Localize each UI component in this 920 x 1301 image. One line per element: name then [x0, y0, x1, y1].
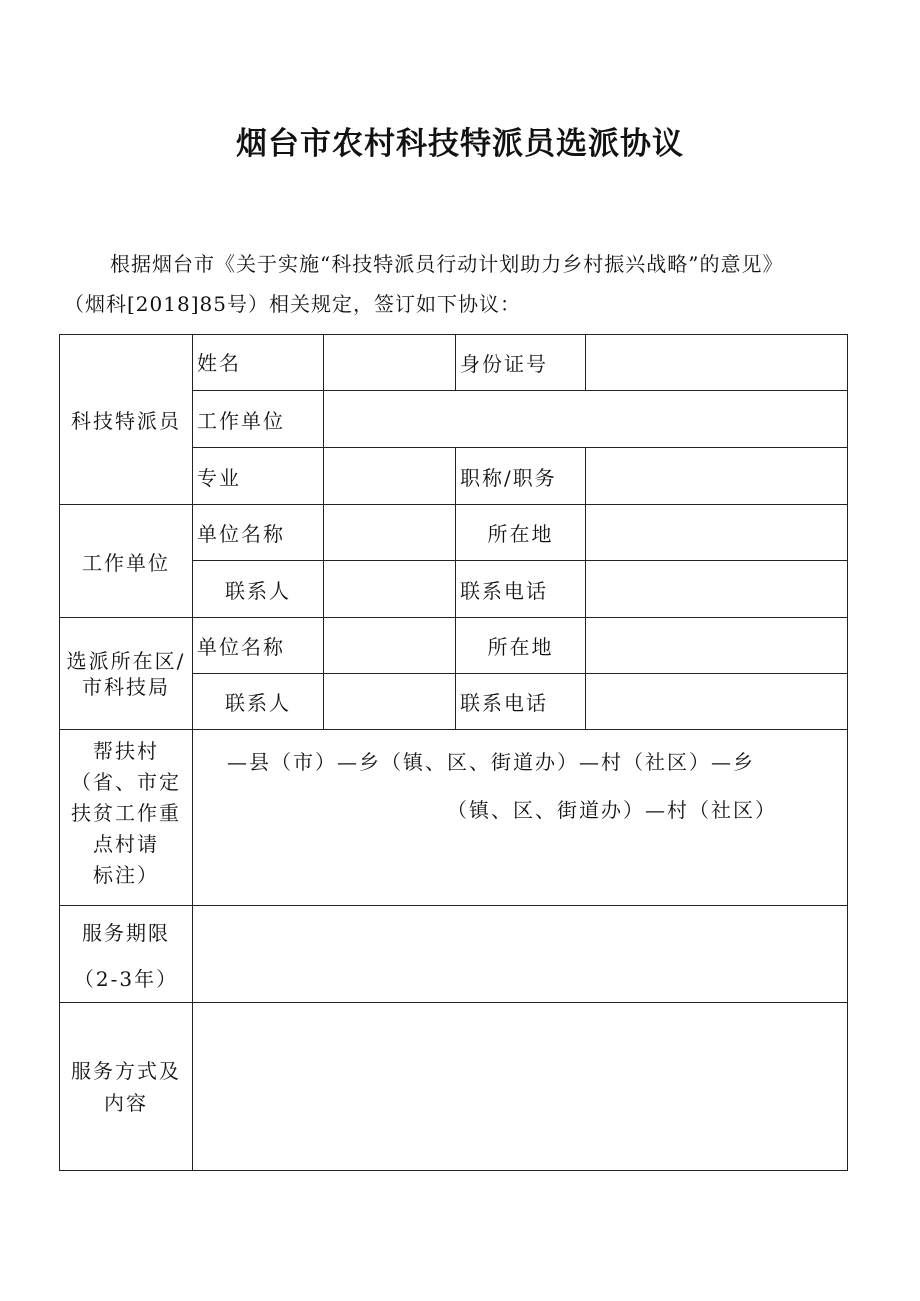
- intro-text-1: 根据烟台市《关于实施“科技特派员行动计划助力乡村振兴战略”的意见》: [110, 252, 784, 276]
- district-unit-name-field[interactable]: [324, 618, 456, 674]
- village-section-line-1: 帮扶村: [93, 739, 159, 763]
- village-section-line-4: 点村请: [93, 832, 159, 856]
- village-template-line-1: —县（市）—乡（镇、区、街道办）—村（社区）—乡: [227, 750, 755, 774]
- aid-village-field[interactable]: [193, 730, 848, 906]
- district-contact-label: 联系人: [193, 674, 324, 730]
- work-unit-contact-label: 联系人: [193, 561, 324, 618]
- name-field[interactable]: [324, 335, 456, 391]
- intro-line-1: [64, 244, 876, 284]
- service-content-field[interactable]: [193, 1003, 848, 1171]
- work-unit-location-field[interactable]: [586, 505, 848, 561]
- section-service-content: [60, 1003, 193, 1171]
- district-section-line-2: 市科技局: [82, 674, 170, 699]
- work-unit-contact-field[interactable]: [324, 561, 456, 618]
- work-unit-name-label: 单位名称: [193, 505, 324, 561]
- section-district: [60, 618, 193, 730]
- name-label: 姓名: [193, 335, 324, 391]
- title-position-field[interactable]: [586, 448, 848, 505]
- village-template-line-2: （镇、区、街道办）—村（社区）: [447, 798, 777, 822]
- district-phone-label: 联系电话: [456, 674, 586, 730]
- section-expert: 科技特派员: [60, 335, 193, 505]
- district-location-field[interactable]: [586, 618, 848, 674]
- section-aid-village: [60, 730, 193, 906]
- service-section-line-1: 服务方式及: [71, 1058, 181, 1083]
- period-section-line-1: 服务期限: [82, 921, 170, 945]
- village-section-line-3: 扶贫工作重: [71, 801, 181, 825]
- expert-work-unit-field[interactable]: [324, 391, 848, 448]
- district-phone-field[interactable]: [586, 674, 848, 730]
- village-section-line-2: （省、市定: [71, 770, 181, 794]
- intro-line-2: （烟科[2018]85号）相关规定，签订如下协议：: [64, 292, 521, 316]
- agreement-form-table: [59, 334, 848, 1171]
- intro-paragraph: [64, 244, 876, 324]
- major-label: 专业: [193, 448, 324, 505]
- work-unit-phone-label: 联系电话: [456, 561, 586, 618]
- work-unit-phone-field[interactable]: [586, 561, 848, 618]
- district-unit-name-label: 单位名称: [193, 618, 324, 674]
- expert-work-unit-label: 工作单位: [193, 391, 324, 448]
- district-contact-field[interactable]: [324, 674, 456, 730]
- village-section-line-5: 标注）: [93, 863, 159, 887]
- title-position-label: 职称/职务: [456, 448, 586, 505]
- period-section-line-2: （2-3年）: [73, 967, 179, 991]
- work-unit-name-field[interactable]: [324, 505, 456, 561]
- document-title: 烟台市农村科技特派员选派协议: [236, 126, 684, 162]
- district-location-label: 所在地: [456, 618, 586, 674]
- service-period-field[interactable]: [193, 906, 848, 1003]
- district-section-line-1: 选派所在区/: [66, 648, 186, 673]
- work-unit-location-label: 所在地: [456, 505, 586, 561]
- section-work-unit: 工作单位: [60, 505, 193, 618]
- id-number-label: 身份证号: [456, 335, 586, 391]
- section-service-period: [60, 906, 193, 1003]
- major-field[interactable]: [324, 448, 456, 505]
- service-section-line-2: 内容: [104, 1090, 148, 1115]
- id-number-field[interactable]: [586, 335, 848, 391]
